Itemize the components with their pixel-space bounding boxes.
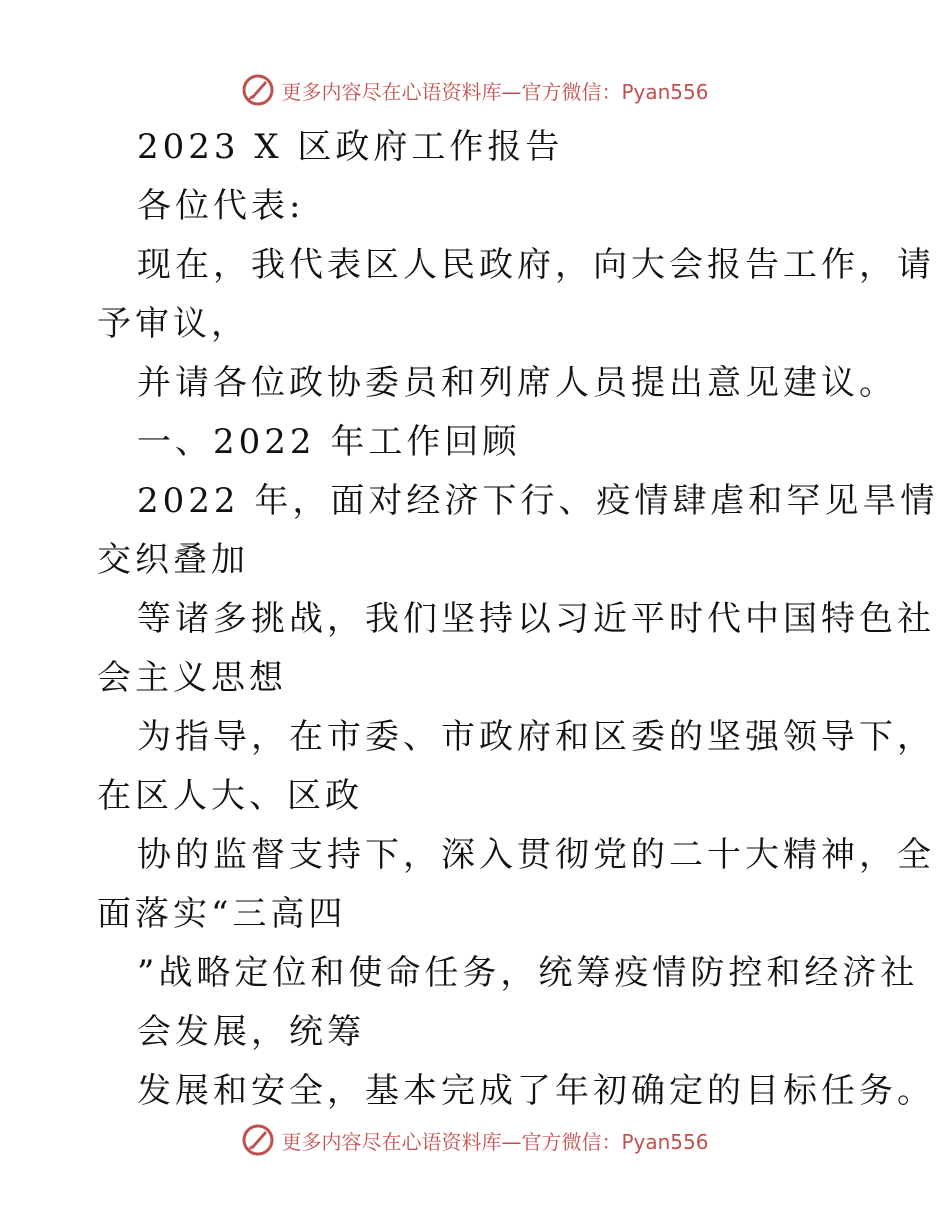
paragraph-line: 交织叠加 — [97, 540, 249, 580]
paragraph-line: 面落实“三高四 — [97, 894, 347, 934]
section-heading: 一、2022 年工作回顾 — [137, 422, 521, 462]
paragraph-line: 在区人大、区政 — [97, 776, 363, 816]
watermark-banner-top — [0, 70, 950, 110]
paragraph-line: 现在，我代表区人民政府，向大会报告工作，请 — [137, 245, 935, 285]
feather-pen-logo-icon — [241, 1123, 275, 1157]
paragraph-line: 并请各位政协委员和列席人员提出意见建议。 — [137, 363, 897, 403]
paragraph-line: ”战略定位和使命任务，统筹疫情防控和经济社 — [137, 953, 919, 993]
paragraph-line: 协的监督支持下，深入贯彻党的二十大精神，全 — [137, 835, 935, 875]
paragraph-line: 2022 年，面对经济下行、疫情肆虐和罕见旱情 — [137, 481, 939, 521]
salutation: 各位代表: — [137, 186, 305, 226]
watermark-text: 更多内容尽在心语资料库—官方微信：Pyan556 — [281, 1129, 709, 1154]
feather-pen-logo-icon — [241, 73, 275, 107]
document-body — [97, 118, 939, 1121]
watermark-text: 更多内容尽在心语资料库—官方微信：Pyan556 — [281, 79, 709, 104]
paragraph-line: 发展和安全，基本完成了年初确定的目标任务。 — [137, 1071, 935, 1111]
paragraph-line: 为指导，在市委、市政府和区委的坚强领导下， — [137, 717, 935, 757]
paragraph-line: 会发展，统筹 — [137, 1012, 365, 1052]
document-title: 2023 X 区政府工作报告 — [137, 127, 564, 167]
watermark-banner-bottom — [0, 1120, 950, 1160]
paragraph-line: 予审议， — [97, 304, 249, 344]
paragraph-line: 会主义思想 — [97, 658, 287, 698]
paragraph-line: 等诸多挑战，我们坚持以习近平时代中国特色社 — [137, 599, 935, 639]
